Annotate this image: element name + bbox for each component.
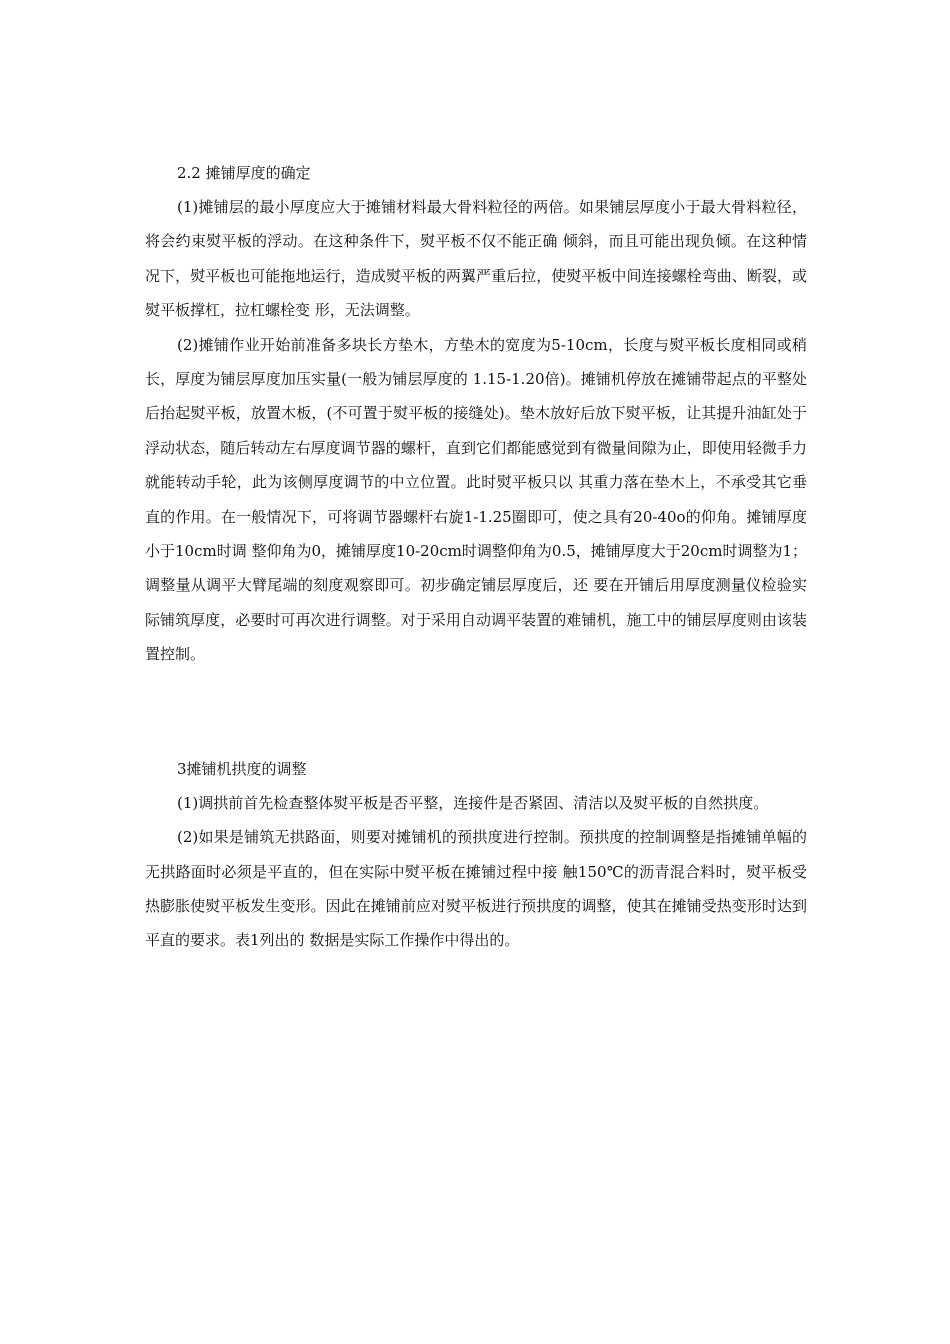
document-body [145, 156, 807, 958]
paragraph-crown-1: (1)调拱前首先检查整体熨平板是否平整，连接件是否紧固、清洁以及熨平板的自然拱度。 [177, 793, 769, 812]
section-thickness [145, 156, 807, 672]
section-heading-crown: 3摊铺机拱度的调整 [177, 759, 307, 778]
paragraph-thickness-1: (1)摊铺层的最小厚度应大于摊铺材料最大骨料粒径的两倍。如果铺层厚度小于最大骨料粒径，将会约束熨平板的浮动。在这种条件下，熨平板不仅不能正确 倾斜，而且可能出现负倾。在这种情况下，熨平板也可能拖地运行，造成熨平板的两翼严重后拉，使熨平板中间连接螺栓弯曲、断裂，或熨平板撑杠，拉杠螺栓变 形，无法调整。 [145, 198, 807, 320]
section-spacer [145, 672, 807, 752]
paragraph-crown-2: (2)如果是铺筑无拱路面，则要对摊铺机的预拱度进行控制。预拱度的控制调整是指摊铺单幅的无拱路面时必须是平直的，但在实际中熨平板在摊铺过程中接 触150℃的沥青混合料时，熨平板受热膨胀使熨平板发生变形。因此在摊铺前应对熨平板进行预拱度的调整，使其在摊铺受热变形时达到平直的要求。表1列出的 数据是实际工作操作中得出的。 [145, 828, 807, 950]
paragraph-thickness-2: (2)摊铺作业开始前准备多块长方垫木，方垫木的宽度为5-10cm，长度与熨平板长度相同或稍长，厚度为铺层厚度加压实量(一般为铺层厚度的 1.15-1.20倍)。摊铺机停放在摊铺带起点的平整处后抬起熨平板，放置木板，(不可置于熨平板的接缝处)。垫木放好后放下熨平板，让其提升油缸处于 浮动状态，随后转动左右厚度调节器的螺杆，直到它们都能感觉到有微量间隙为止，即使用轻微手力就能转动手轮，此为该侧厚度调节的中立位置。此时熨平板只以 其重力落在垫木上，不承受其它垂直的作用。在一般情况下，可将调节器螺杆右旋1-1.25圈即可，使之具有20-40o的仰角。摊铺厚度小于10cm时调 整仰角为0，摊铺厚度10-20cm时调整仰角为0.5，摊铺厚度大于20cm时调整为1；调整量从调平大臂尾端的刻度观察即可。初步确定铺层厚度后，还 要在开铺后用厚度测量仪检验实际铺筑厚度，必要时可再次进行调整。对于采用自动调平装置的难铺机，施工中的铺层厚度则由该装置控制。 [145, 335, 808, 664]
section-heading-thickness: 2.2 摊铺厚度的确定 [177, 164, 311, 182]
section-crown [145, 752, 807, 958]
